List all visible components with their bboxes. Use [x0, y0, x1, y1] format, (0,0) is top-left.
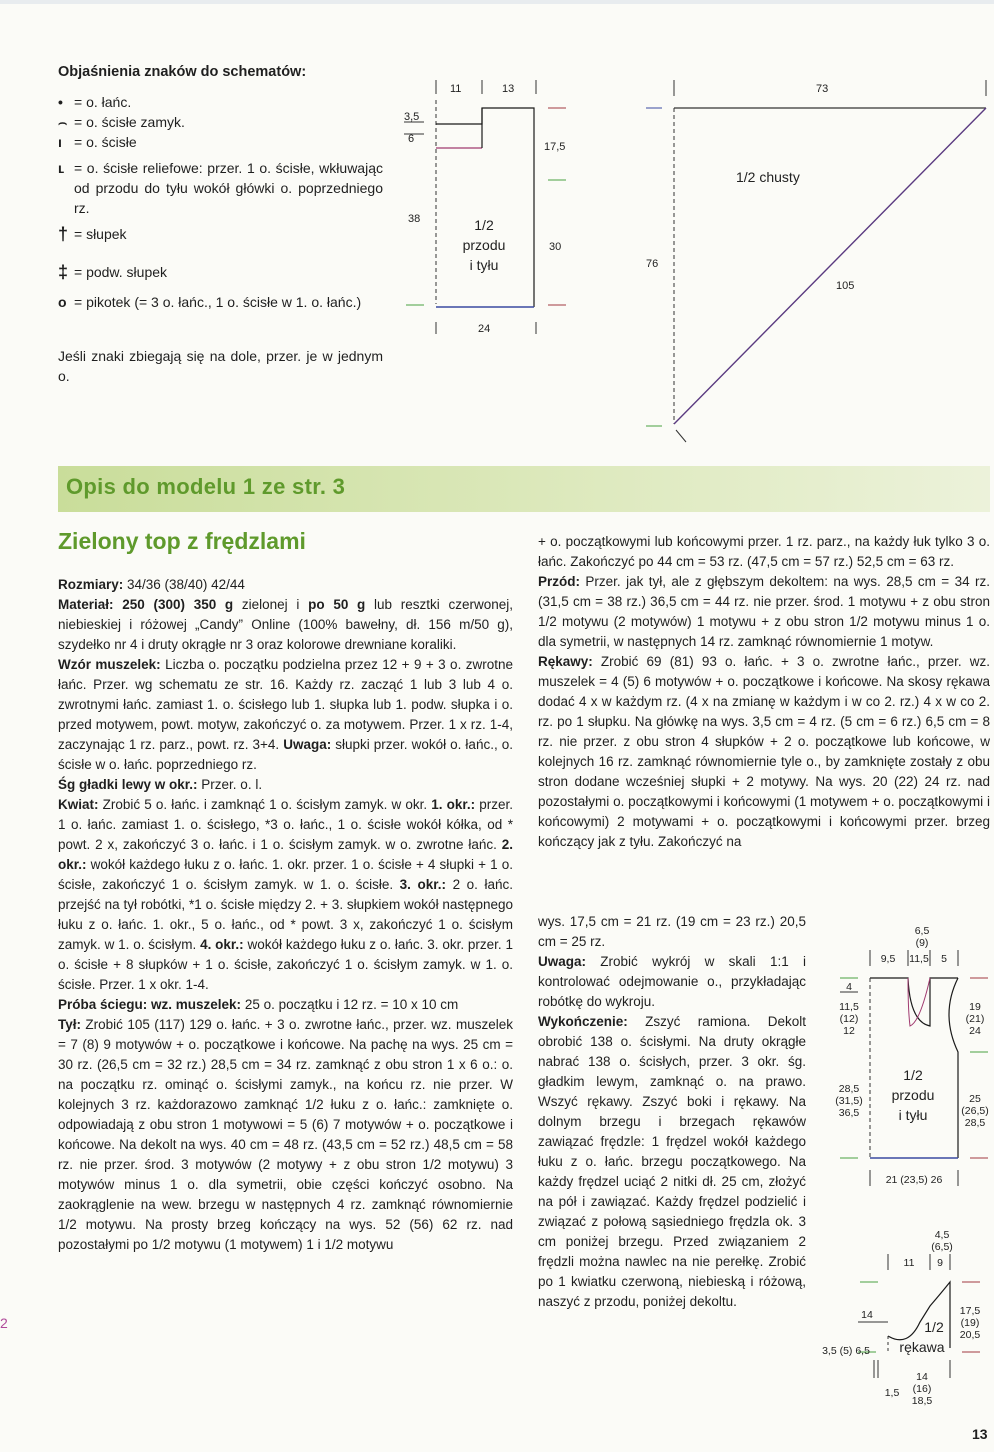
schema-label: przodu	[462, 237, 506, 253]
dim-label: 21 (23,5) 26	[885, 1174, 943, 1186]
paragraph: Przód: Przer. jak tył, ale z głębszym dekoltem: na wys. 28,5 cm = 34 rz. (31,5 cm = 38 rz.) 36,5 cm = 44 rz. nie przer. środ. 1 motywu + z obu stron 1/2 motywu (2 motywów) 1 motywu + z obu stron 1/2 motywu minus 1 o. dla symetrii, w następnych 14 rz. zamknąć równomiernie 1 motyw.	[538, 574, 990, 649]
legend-item	[58, 132, 383, 152]
instructions-column-1	[58, 575, 513, 1255]
double-crochet-symbol-icon: †	[58, 224, 69, 244]
dim-label: 6	[408, 133, 415, 145]
schema-front-back	[398, 72, 588, 342]
legend-title: Objaśnienia znaków do schematów:	[58, 64, 307, 80]
dim-label: 14	[916, 1371, 928, 1383]
dim-label: 4,5	[934, 1229, 950, 1241]
page-number: 13	[972, 1426, 988, 1442]
paragraph: Śg gładki lewy w okr.: Przer. o. l.	[58, 777, 263, 792]
paragraph: Rozmiary: 34/36 (38/40) 42/44	[58, 577, 245, 592]
dim-label: 11,5	[909, 953, 929, 965]
paragraph: Wzór muszelek: Liczba o. początku podzielna przez 12 + 9 + 3 o. zwrotne łańc. Przer. wg schematu ze str. 16. Każdy rz. zacząć 1 lub 3 lub 4 o. zwrotnymi łańc. zamiast 1. o. ścisłego lub 1. słupka lub 1. podw. słupka i o. przed motywem, powt. motyw, zakończyć o. za motywem. Przer. 1 x rz. 1-4, zaczynając 1 rz. parz., powt. rz. 3+4. Uwaga: słupki przer. wokół o. łańc., o. ścisłe w o. łańc. poprzedniego rz.	[58, 657, 513, 772]
paragraph: Kwiat: Zrobić 5 o. łańc. i zamknąć 1 o. ścisłym zamyk. w okr. 1. okr.: przer. 1 o. łańc. zamiast 1. o. ścisłego, *3 o. łańc., 1 o. ścisłe wokół kółka, od * powt. 2 x, zakończyć 3 o. łańc. i 1 o. ścisłym zamyk. w o. zwrotne łańc. 2. okr.: wokół każdego łuku z o. łańc. 1. okr. przer. 1 o. ścisłe + 4 słupki + 1 o. ścisłe, zakończyć 1 o. ścisłym zamyk. w 1. o. ścisłe. 3. okr.: 2 o. łańc. przejść na tył robótki, *1 o. ścisłe między 2. + 3. słupkiem wokół następnego łuku z o. łańc. 1. okr., 5 o. łańc., od * powt. 3 x, zakończyć 1 o. ścisłym zamyk. w 1. o. ścisłym. 4. okr.: wokół każdego łuku z o. łańc. 3. okr. przer. 1 o. ścisłe + 8 słupków + 1 o. ścisłe, zakończyć 1 o. ścisłym zamyk. w 1. o. ścisłe. Przer. 1 x okr. 1-4.	[58, 797, 514, 992]
dim-label: 28,5	[964, 1117, 986, 1129]
schema-label: 1/2 chusty	[736, 169, 800, 185]
dim-label: (21)	[965, 1013, 985, 1025]
paragraph: Uwaga: Zrobić wykrój w skali 1:1 i kontrolować odejmowanie o., przykładając robótkę do wykroju.	[538, 954, 806, 1009]
schema-sleeve	[812, 1226, 994, 1416]
legend-item	[58, 92, 383, 112]
dim-label: (16)	[912, 1383, 932, 1395]
legend-text: = o. ścisłe	[74, 134, 137, 150]
picot-symbol-icon: o	[58, 294, 67, 310]
treble-crochet-symbol-icon: ‡	[58, 262, 69, 282]
dim-label: (12)	[839, 1013, 859, 1025]
dim-label: 17,5	[959, 1305, 981, 1317]
dim-label: 20,5	[959, 1329, 981, 1341]
schema-label: 1/2	[924, 1319, 944, 1335]
dim-label: 3,5	[404, 111, 420, 123]
dim-label: (6,5)	[931, 1241, 953, 1253]
dim-label: 14	[861, 1309, 873, 1321]
legend-text: = o. ścisłe reliefowe: przer. 1 o. ścisłe, wkłuwając od przodu do tyłu wokół główki o. poprzedniego rz.	[74, 160, 383, 216]
legend-text: = o. łańc.	[74, 94, 132, 110]
schema-label: 1/2	[903, 1067, 923, 1083]
dim-label: 25	[969, 1093, 981, 1105]
dim-label: 28,5	[838, 1083, 860, 1095]
legend-item	[58, 224, 383, 244]
top-rule	[0, 0, 994, 4]
dim-label: 38	[408, 213, 421, 225]
paragraph: Próba ściegu: wz. muszelek: 25 o. początku i 12 rz. = 10 x 10 cm	[58, 997, 459, 1012]
instructions-column-2-narrow	[538, 912, 806, 1312]
single-crochet-symbol-icon: ı	[58, 134, 62, 150]
schema-label: i tyłu	[469, 257, 499, 273]
dim-label: 1,5	[884, 1387, 900, 1399]
dim-label: 11,5	[839, 1001, 859, 1013]
dim-label: 24	[969, 1025, 981, 1037]
dim-label: (9)	[915, 937, 929, 949]
paragraph: Rękawy: Zrobić 69 (81) 93 o. łańc. + 3 o. zwrotne łańc., przer. wz. muszelek = 4 (5) 6 motywów + o. początkowe i końcowe. Na skosy rękawa dodać 4 x w każdym rz. (4 x na zmianę w każdym i w co 2. rz.) 4 x w co 2. rz. po 1 słupku. Na główkę na wys. 3,5 cm = 4 rz. (5 cm = 6 rz.) 6,5 cm = 8 rz. nie przer. z obu stron 4 słupków + 2 o. początkowe lub końcowe, w kolejnych 16 rz. zamknąć równomiernie tyle o., by zamknięte zostały z obu stron dodane wcześniej słupki + 2 motywy. Na wys. 20 (22) 24 rz. nad pozostałymi o. początkowymi i końcowymi (1 motywem + o. początkowymi i końcowymi) 2 motywami + o. początkowymi i końcowymi przer. brzeg kończący jak z tyłu. Zakończyć na	[538, 654, 990, 849]
dim-label: 24	[478, 323, 491, 335]
dim-label: 11	[903, 1257, 915, 1269]
dim-label: 5	[941, 953, 947, 965]
dim-label: 76	[646, 258, 659, 270]
dim-label: 19	[969, 1001, 981, 1013]
slip-stitch-symbol-icon: ⌢	[58, 114, 68, 130]
dim-label: (19)	[960, 1317, 980, 1329]
legend-note: Jeśli znaki zbiegają się na dole, przer. je w jednym o.	[58, 348, 383, 384]
legend-text: = o. ścisłe zamyk.	[74, 114, 185, 130]
paragraph: Tył: Zrobić 105 (117) 129 o. łańc. + 3 o. zwrotne łańc., przer. wz. muszelek = 7 (8) 9 motywów + o. początkowe i końcowe. Na pachę na wys. 25 cm = 30 rz. (26,5 cm = 32 rz.) 28,5 cm = 34 rz. zamknąć z obu stron 1 x 6 o.: o. na początku rz. ominąć o. ścisłymi zamyk., na końcu rz. nie przer. W kolejnych 3 rz. każdorazowo zamknąć 1/2 łuku z o. łańc.: zamknięte o. odpowiadają z obu stron 1 motywowi = 5 (6) 7 motywów + o. początkowe i końcowe. Na dekolt na wys. 40 cm = 48 rz. (43,5 cm = 52 rz.) 48,5 cm = 58 rz. nie przer. środ. 3 motywów (2 motywy + z obu stron 1/2 motywu) 3 motywów minus 1 o. dla symetrii, obie części kończyć osobno. Na zaokrąglenie na wew. brzegu w następnych 4 rz. zamknąć równomiernie 1/2 motywu. Na prosty brzeg kończący na wys. 52 (56) 62 rz. nad pozostałymi po 1/2 motywu (1 motywem) 1 i 1/2 motywu	[58, 1017, 513, 1252]
dim-label: 17,5	[544, 141, 566, 153]
dim-label: 13	[502, 83, 515, 95]
legend-item	[58, 158, 383, 218]
legend-item	[58, 112, 383, 132]
dim-label: 36,5	[838, 1107, 860, 1119]
section-title: Opis do modelu 1 ze str. 3	[66, 474, 346, 499]
model-title: Zielony top z frędzlami	[58, 528, 306, 554]
legend-item	[58, 262, 383, 282]
schema-label: przodu	[891, 1087, 935, 1103]
relief-stitch-symbol-icon: ʟ	[58, 160, 65, 176]
paragraph: wys. 17,5 cm = 21 rz. (19 cm = 23 rz.) 20,5 cm = 25 rz.	[538, 914, 806, 949]
dim-label: 11	[450, 83, 462, 95]
paragraph: + o. początkowymi lub końcowymi przer. 1 rz. parz., na każdy łuk tylko 3 o. łańc. Zakończyć po 44 cm = 53 rz. (47,5 cm = 57 rz.) 52,5 cm = 63 rz.	[538, 534, 990, 569]
paragraph: Wykończenie: Zszyć ramiona. Dekolt obrobić 138 o. ścisłymi. Na druty okrągłe nabrać 138 o. ścisłych, przer. 3 okr. śg. gładkim lewym, zamknąć o. na prawo. Wszyć rękawy. Zszyć boki i rękawy. Na dolnym brzegu i brzegach rękawów zawiązać frędzle: 1 frędzel wokół każdego łuku z o. łańc. brzegu początkowego. Na każdy frędzel uciąć 2 nitki dł. 25 cm, złożyć na pół i zawiązać. Każdy frędzel podzielić i związać z połową sąsiedniego frędzla ok. 3 cm poniżej brzegu. Przed związaniem 2 frędzli można nawlec na nie perełkę. Zrobić po 1 kwiatku czerwoną, niebieską i różową, naszyć z przodu, poniżej dekoltu.	[538, 1014, 806, 1309]
dim-label: 18,5	[911, 1395, 933, 1407]
schema-label: i tyłu	[898, 1107, 928, 1123]
dim-label: 105	[836, 280, 855, 292]
dim-label: 9,5	[880, 953, 896, 965]
dim-label: 9	[937, 1257, 943, 1269]
schema-top	[812, 922, 994, 1192]
dim-label: (31,5)	[835, 1095, 863, 1107]
chain-symbol-icon: •	[58, 94, 63, 110]
dim-label: (26,5)	[961, 1105, 989, 1117]
legend-item	[58, 292, 383, 312]
dim-label: 4	[846, 981, 852, 993]
dim-label: 3,5 (5) 6,5	[822, 1345, 870, 1357]
legend	[58, 92, 383, 312]
legend-text: = podw. słupek	[74, 264, 168, 280]
dim-label: 6,5	[914, 925, 930, 937]
dim-label: 12	[843, 1025, 855, 1037]
instructions-column-2	[538, 532, 990, 852]
schema-label: rękawa	[899, 1339, 945, 1355]
schema-shawl	[640, 72, 994, 452]
dim-label: 73	[816, 83, 829, 95]
margin-mark: 2	[0, 1315, 8, 1331]
paragraph: Materiał: 250 (300) 350 g zielonej i po 50 g lub resztki czerwonej, niebieskiej i różowej „Candy” Online (100% bawełny, dł. 156 m/50 g), szydełko nr 4 i druty okrągłe nr 3 oraz kolorowe drewniane koraliki.	[58, 597, 513, 652]
schema-label: 1/2	[474, 217, 494, 233]
legend-text: = pikotek (= 3 o. łańc., 1 o. ścisłe w 1. o. łańc.)	[74, 294, 362, 310]
dim-label: 30	[549, 241, 562, 253]
legend-text: = słupek	[74, 226, 127, 242]
